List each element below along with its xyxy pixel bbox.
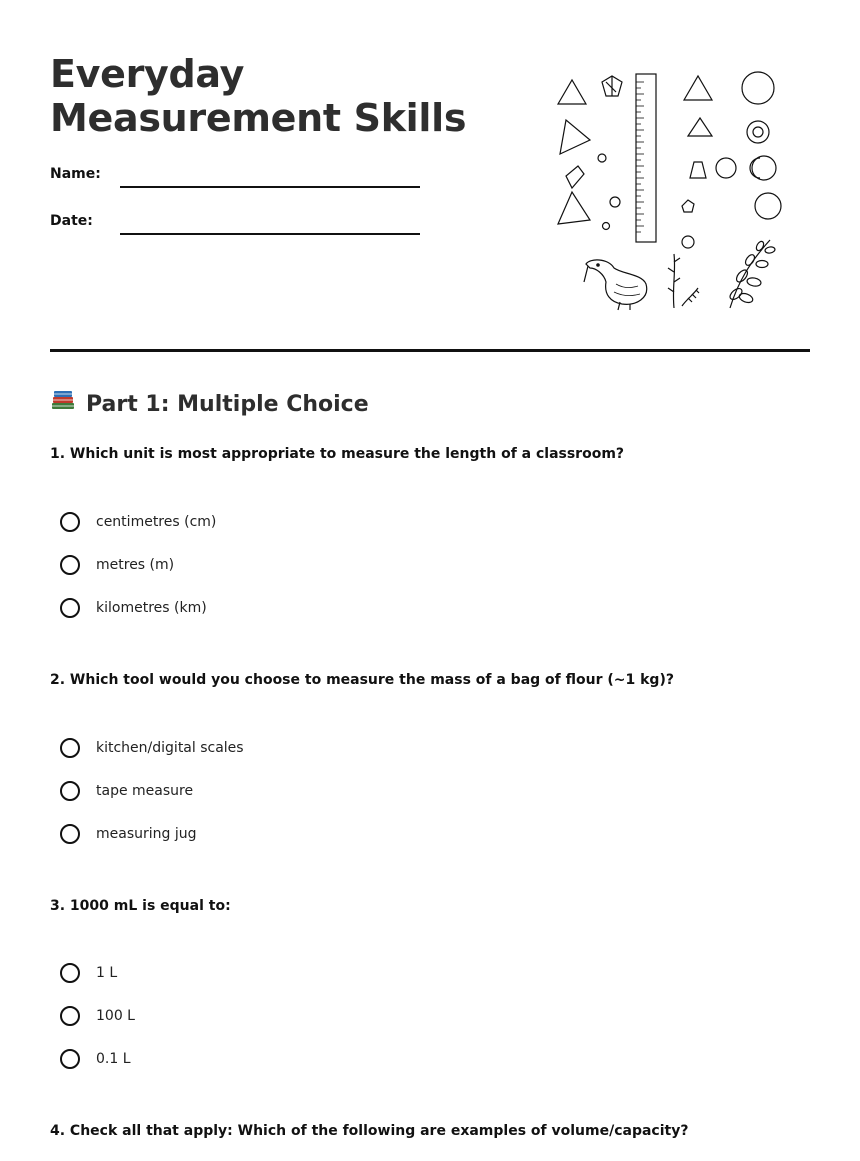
option-label: kilometres (km) — [96, 600, 207, 616]
circle-shape-icon — [603, 223, 610, 230]
q3-option-1[interactable] — [60, 960, 117, 986]
triangle-shape-icon — [560, 120, 590, 154]
ruler-icon — [636, 74, 656, 242]
name-field[interactable] — [120, 186, 420, 188]
option-label: 0.1 L — [96, 1051, 131, 1067]
radio-button[interactable] — [60, 1049, 80, 1069]
option-label: centimetres (cm) — [96, 514, 217, 530]
triangle-shape-icon — [684, 76, 712, 100]
circle-shape-icon — [598, 154, 606, 162]
pentagon-shape-icon — [682, 200, 694, 212]
q1-option-1[interactable] — [60, 509, 216, 535]
circle-shape-icon — [610, 197, 620, 207]
question-3: 3. 1000 mL is equal to: — [50, 898, 231, 914]
date-field[interactable] — [120, 233, 420, 235]
circle-shape-icon — [747, 121, 769, 143]
option-label: metres (m) — [96, 557, 175, 573]
name-label: Name: — [50, 166, 101, 182]
option-label: tape measure — [96, 783, 194, 799]
q3-option-3[interactable] — [60, 1046, 131, 1072]
radio-button[interactable] — [60, 963, 80, 983]
measurement-illustration — [550, 62, 790, 317]
option-label: measuring jug — [96, 826, 197, 842]
radio-button[interactable] — [60, 1006, 80, 1026]
kiwi-bird-icon — [584, 260, 647, 310]
books-icon — [50, 388, 76, 422]
q2-option-1[interactable] — [60, 735, 244, 761]
radio-button[interactable] — [60, 738, 80, 758]
q1-option-3[interactable] — [60, 595, 207, 621]
circle-shape-icon — [682, 236, 694, 248]
prism-shape-icon — [602, 76, 622, 96]
question-2: 2. Which tool would you choose to measure the mass of a bag of flour (~1 kg)? — [50, 672, 674, 688]
date-label: Date: — [50, 213, 93, 229]
q2-option-3[interactable] — [60, 821, 197, 847]
radio-button[interactable] — [60, 512, 80, 532]
q1-option-2[interactable] — [60, 552, 174, 578]
triangle-shape-icon — [566, 166, 584, 188]
radio-button[interactable] — [60, 824, 80, 844]
triangle-shape-icon — [558, 80, 586, 104]
header-divider — [50, 349, 810, 352]
fern-plant-icon — [668, 254, 699, 308]
radio-button[interactable] — [60, 598, 80, 618]
option-label: 1 L — [96, 965, 118, 981]
leafy-branch-icon — [728, 240, 775, 308]
circle-shape-icon — [716, 158, 736, 178]
triangle-shape-icon — [558, 192, 590, 224]
circle-shape-icon — [753, 127, 763, 137]
radio-button[interactable] — [60, 781, 80, 801]
triangle-shape-icon — [688, 118, 712, 136]
question-1: 1. Which unit is most appropriate to measure the length of a classroom? — [50, 446, 625, 462]
option-label: kitchen/digital scales — [96, 740, 244, 756]
radio-button[interactable] — [60, 555, 80, 575]
section-title-text: Part 1: Multiple Choice — [86, 392, 369, 417]
q2-option-2[interactable] — [60, 778, 193, 804]
trapezoid-shape-icon — [690, 162, 706, 178]
section-title — [50, 388, 369, 422]
option-label: 100 L — [96, 1008, 135, 1024]
circle-shape-icon — [755, 193, 781, 219]
question-4: 4. Check all that apply: Which of the following are examples of volume/capacity? — [50, 1123, 689, 1139]
circle-shape-icon — [742, 72, 774, 104]
page-title: Everyday Measurement Skills — [50, 52, 467, 140]
q3-option-2[interactable] — [60, 1003, 135, 1029]
